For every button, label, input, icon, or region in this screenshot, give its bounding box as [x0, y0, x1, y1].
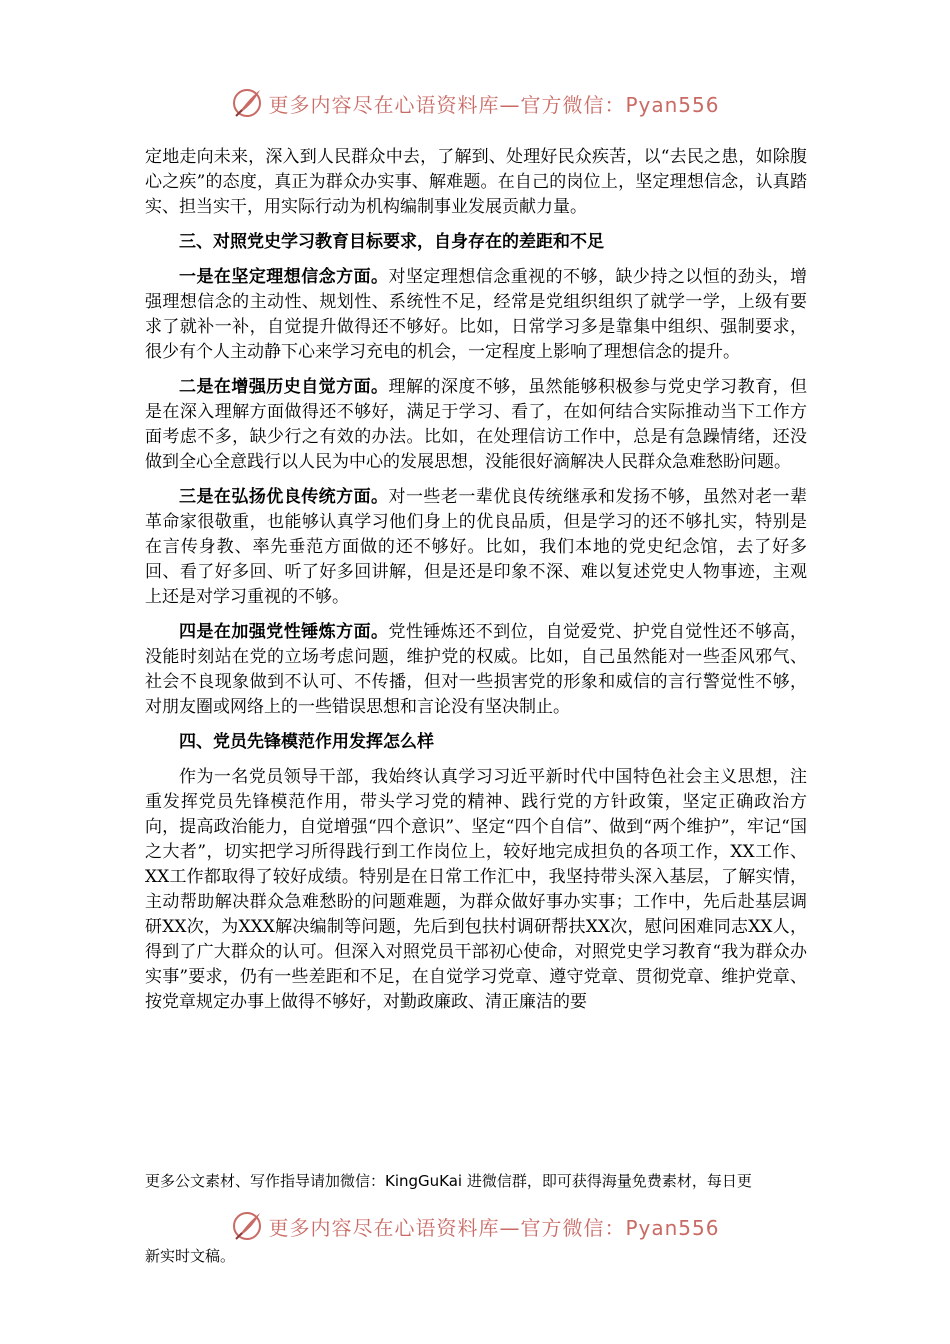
- footer-watermark: [0, 1209, 950, 1243]
- paragraph-text: 定地走向未来，深入到人民群众中去，了解到、处理好民众疾苦，以“去民之患，如除腹心之疾”的态度，真正为群众办实事、解难题。在自己的岗位上，坚定理想信念，认真踏实、担当实干，用实际行动为机构编制事业发展贡献力量。: [145, 147, 807, 217]
- paragraph-text: 理解的深度不够，虽然能够积极参与党史学习教育，但是在深入理解方面做得还不够好，满足于学习、看了，在如何结合实际推动当下工作方面考虑不多，缺少行之有效的办法。比如，在处理信访工作中，总是有急躁情绪，还没做到全心全意践行以人民为中心的发展思想，没能很好滴解决人民群众急难愁盼问题。: [145, 377, 808, 472]
- paragraph-lead: 一是在坚定理想信念方面。: [179, 267, 389, 287]
- body-paragraph: [145, 265, 807, 365]
- quill-pen-icon: [230, 1209, 264, 1243]
- body-paragraph: [145, 485, 807, 610]
- watermark-text: 更多内容尽在心语资料库—官方微信：Pyan556: [268, 92, 720, 117]
- footer-note-line1: 更多公文素材、写作指导请加微信：KingGuKai 进微信群，即可获得海量免费素材，每日更: [145, 1172, 752, 1190]
- body-paragraph: [145, 145, 807, 220]
- document-body: [145, 145, 807, 1025]
- body-paragraph: [145, 375, 807, 475]
- paragraph-text: 对坚定理想信念重视的不够，缺少持之以恒的劲头，增强理想信念的主动性、规划性、系统性不足，经常是党组织组织了就学一学，上级有要求了就补一补，自觉提升做得还不够好。比如，日常学习多是靠集中组织、强制要求，很少有个人主动静下心来学习充电的机会，一定程度上影响了理想信念的提升。: [145, 267, 808, 362]
- body-paragraph: [145, 620, 807, 720]
- paragraph-text: 三、对照党史学习教育目标要求，自身存在的差距和不足: [179, 232, 604, 252]
- paragraph-lead: 二是在增强历史自觉方面。: [179, 377, 389, 397]
- paragraph-text: 作为一名党员领导干部，我始终认真学习习近平新时代中国特色社会主义思想，注重发挥党员先锋模范作用，带头学习党的精神、践行党的方针政策，坚定正确政治方向，提高政治能力，自觉增强“四个意识”、坚定“四个自信”、做到“两个维护”，牢记“国之大者”，切实把学习所得践行到工作岗位上，较好地完成担负的各项工作，XX工作、XX工作都取得了较好成绩。特别是在日常工作汇中，我坚持带头深入基层，了解实情，主动帮助解决群众急难愁盼的问题难题，为群众做好事办实事；工作中，先后赴基层调研XX次，为XXX解决编制等问题，先后到包扶村调研帮扶XX次，慰问困难同志XX人，得到了广大群众的认可。但深入对照党员干部初心使命，对照党史学习教育“我为群众办实事”要求，仍有一些差距和不足，在自觉学习党章、遵守党章、贯彻党章、维护党章、按党章规定办事上做得不够好，对勤政廉政、清正廉洁的要: [145, 767, 807, 1012]
- footer-note-line2: 新实时文稿。: [145, 1247, 236, 1265]
- watermark-text: 更多内容尽在心语资料库—官方微信：Pyan556: [268, 1215, 720, 1240]
- paragraph-lead: 三是在弘扬优良传统方面。: [179, 487, 389, 507]
- paragraph-text: 四、党员先锋模范作用发挥怎么样: [179, 732, 434, 752]
- paragraph-text: 党性锤炼还不到位，自觉爱党、护党自觉性还不够高，没能时刻站在党的立场考虑问题，维护党的权威。比如，自己虽然能对一些歪风邪气、社会不良现象做到不认可、不传播，但对一些损害党的形象和威信的言行警觉性不够，对朋友圈或网络上的一些错误思想和言论没有坚决制止。: [145, 622, 808, 717]
- quill-pen-icon: [230, 86, 264, 120]
- paragraph-text: 对一些老一辈优良传统继承和发扬不够，虽然对老一辈革命家很敬重，也能够认真学习他们身上的优良品质，但是学习的还不够扎实，特别是在言传身教、率先垂范方面做的还不够好。比如，我们本地的党史纪念馆，去了好多回、看了好多回、听了好多回讲解，但是还是印象不深、难以复述党史人物事迹，主观上还是对学习重视的不够。: [145, 487, 808, 607]
- section-heading: [145, 230, 807, 255]
- body-paragraph: [145, 765, 807, 1015]
- paragraph-lead: 四是在加强党性锤炼方面。: [179, 622, 389, 642]
- header-watermark: [0, 86, 950, 120]
- section-heading: [145, 730, 807, 755]
